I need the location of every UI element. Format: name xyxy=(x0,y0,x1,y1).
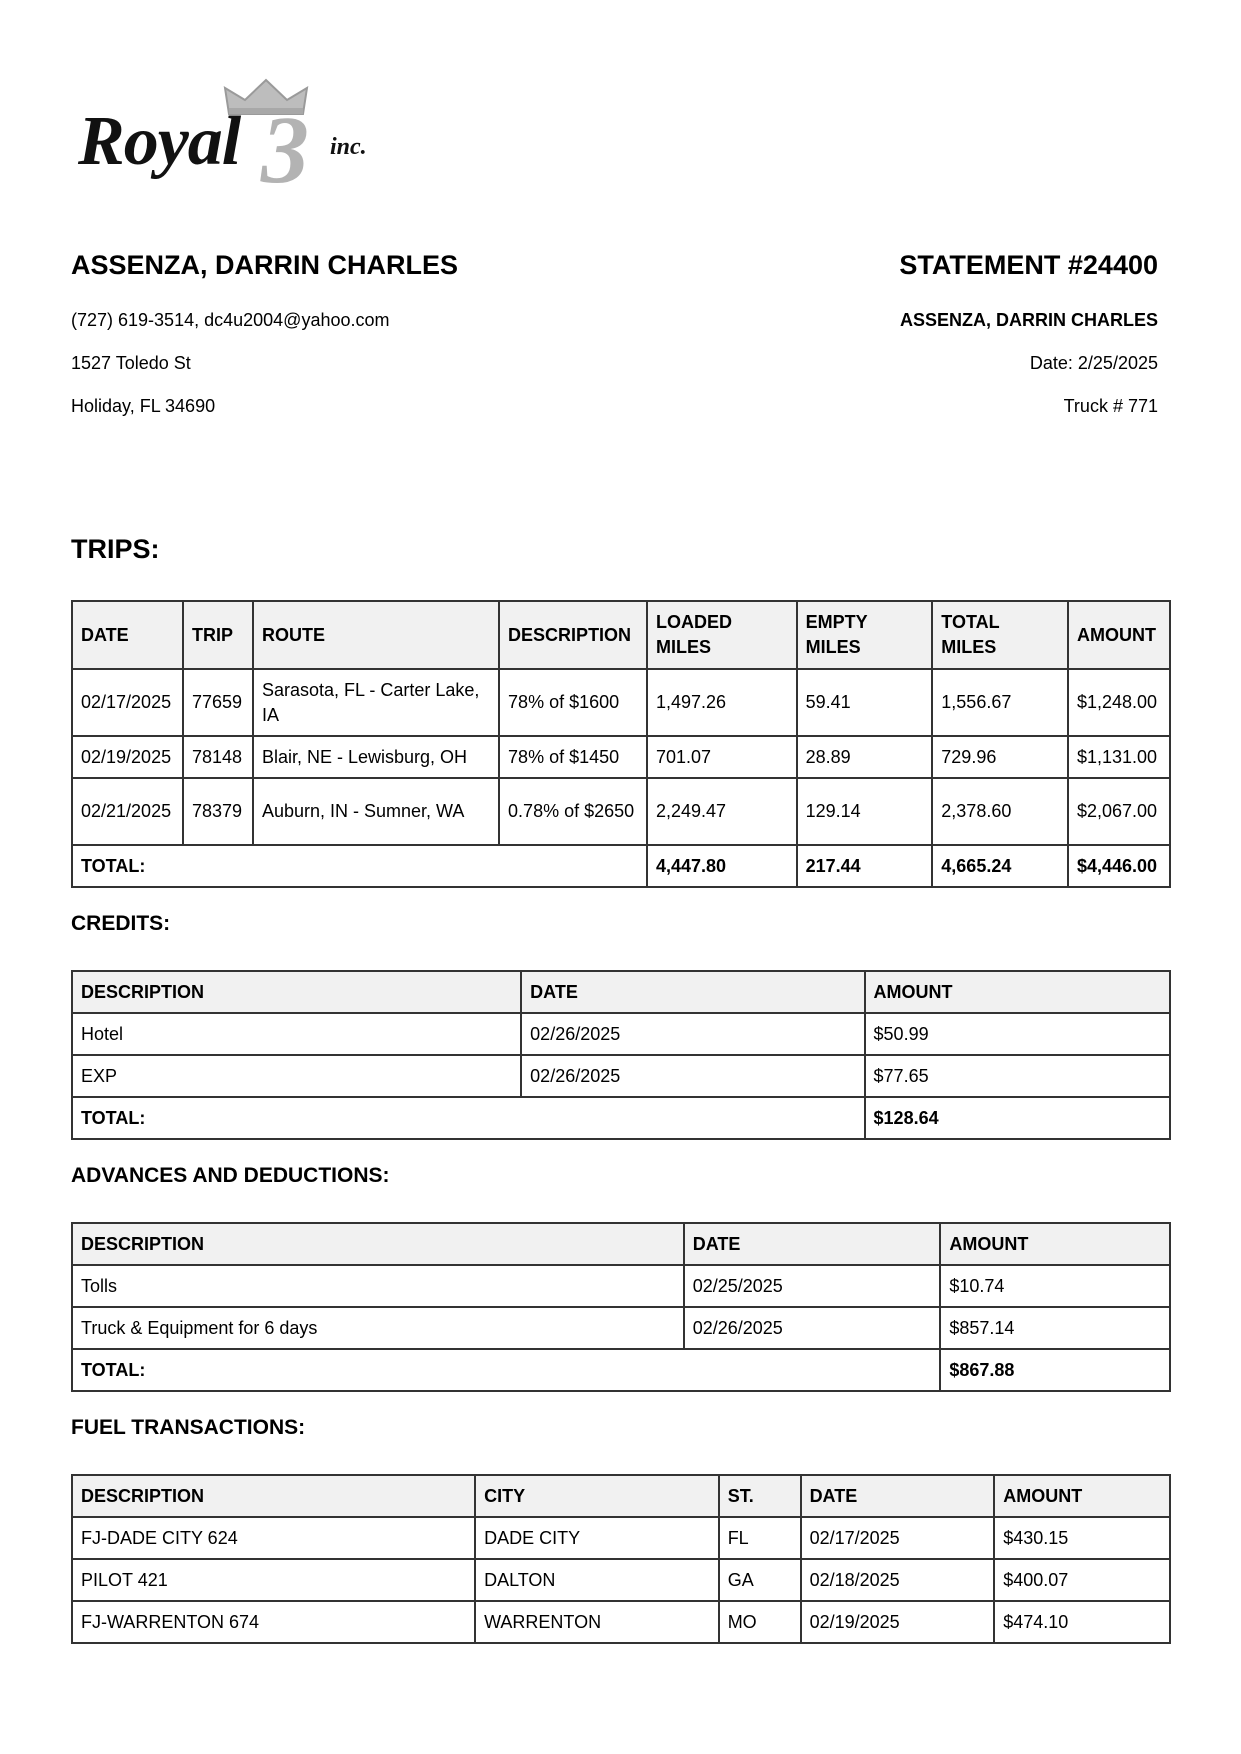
credits-header-row xyxy=(72,971,1170,1013)
cell: WARRENTON xyxy=(475,1601,719,1643)
cell: $474.10 xyxy=(994,1601,1170,1643)
table-row xyxy=(72,1517,1170,1559)
fuel-heading: FUEL TRANSACTIONS: xyxy=(71,1416,306,1439)
cell: 02/18/2025 xyxy=(801,1559,995,1601)
cell: $50.99 xyxy=(865,1013,1170,1055)
trips-table xyxy=(71,600,1171,888)
col-header: DATE xyxy=(72,601,183,669)
cell: 02/19/2025 xyxy=(72,736,183,778)
table-row xyxy=(72,736,1170,778)
cell: $10.74 xyxy=(940,1265,1170,1307)
col-header: DESCRIPTION xyxy=(72,971,521,1013)
total-row xyxy=(72,845,1170,887)
total-amount: $867.88 xyxy=(940,1349,1170,1391)
company-logo xyxy=(78,78,378,203)
col-header: DATE xyxy=(684,1223,941,1265)
statement-name: ASSENZA, DARRIN CHARLES xyxy=(899,310,1158,330)
total-empty: 217.44 xyxy=(797,845,933,887)
cell: FJ-DADE CITY 624 xyxy=(72,1517,475,1559)
cell: 02/26/2025 xyxy=(684,1307,941,1349)
logo-brand: Royal xyxy=(78,103,241,180)
cell: 0.78% of $2650 xyxy=(499,778,647,845)
cell: 701.07 xyxy=(647,736,797,778)
cell: $430.15 xyxy=(994,1517,1170,1559)
table-row xyxy=(72,1307,1170,1349)
cell: 77659 xyxy=(183,669,253,736)
cell: 729.96 xyxy=(932,736,1068,778)
table-row xyxy=(72,1265,1170,1307)
cell: 02/19/2025 xyxy=(801,1601,995,1643)
cell: Truck & Equipment for 6 days xyxy=(72,1307,684,1349)
cell: 2,249.47 xyxy=(647,778,797,845)
cell: Hotel xyxy=(72,1013,521,1055)
advances-header-row xyxy=(72,1223,1170,1265)
table-row xyxy=(72,1055,1170,1097)
col-header: TOTAL MILES xyxy=(932,601,1068,669)
col-header: AMOUNT xyxy=(994,1475,1170,1517)
col-header: TRIP xyxy=(183,601,253,669)
advances-table xyxy=(71,1222,1171,1392)
table-row xyxy=(72,1013,1170,1055)
fuel-table xyxy=(71,1474,1171,1644)
trips-header-row xyxy=(72,601,1170,669)
table-row xyxy=(72,1601,1170,1643)
cell: $1,248.00 xyxy=(1068,669,1170,736)
cell: Blair, NE - Lewisburg, OH xyxy=(253,736,499,778)
cell: 1,556.67 xyxy=(932,669,1068,736)
cell: FL xyxy=(719,1517,801,1559)
cell: Auburn, IN - Sumner, WA xyxy=(253,778,499,845)
cell: 02/21/2025 xyxy=(72,778,183,845)
col-header: DATE xyxy=(801,1475,995,1517)
col-header: DESCRIPTION xyxy=(72,1475,475,1517)
fuel-header-row xyxy=(72,1475,1170,1517)
cell: Sarasota, FL - Carter Lake, IA xyxy=(253,669,499,736)
cell: 78148 xyxy=(183,736,253,778)
cell: 78% of $1600 xyxy=(499,669,647,736)
col-header: AMOUNT xyxy=(865,971,1170,1013)
total-amount: $4,446.00 xyxy=(1068,845,1170,887)
logo-suffix: inc. xyxy=(330,134,367,160)
statement-title: STATEMENT #24400 xyxy=(899,250,1158,280)
cell: DALTON xyxy=(475,1559,719,1601)
cell: 1,497.26 xyxy=(647,669,797,736)
cell: 02/26/2025 xyxy=(521,1013,864,1055)
col-header: AMOUNT xyxy=(1068,601,1170,669)
cell: 59.41 xyxy=(797,669,933,736)
cell: $77.65 xyxy=(865,1055,1170,1097)
total-amount: $128.64 xyxy=(865,1097,1170,1139)
cell: $857.14 xyxy=(940,1307,1170,1349)
logo-number: 3 xyxy=(261,96,309,203)
statement-date: Date: 2/25/2025 xyxy=(1029,353,1158,373)
cell: 02/17/2025 xyxy=(72,669,183,736)
cell: 02/25/2025 xyxy=(684,1265,941,1307)
total-row xyxy=(72,1349,1170,1391)
col-header: ST. xyxy=(719,1475,801,1517)
table-row xyxy=(72,778,1170,845)
driver-city: Holiday, FL 34690 xyxy=(71,396,216,416)
col-header: DATE xyxy=(521,971,864,1013)
cell: EXP xyxy=(72,1055,521,1097)
cell: 02/17/2025 xyxy=(801,1517,995,1559)
col-header: DESCRIPTION xyxy=(499,601,647,669)
cell: FJ-WARRENTON 674 xyxy=(72,1601,475,1643)
col-header: AMOUNT xyxy=(940,1223,1170,1265)
col-header: EMPTY MILES xyxy=(797,601,933,669)
cell: DADE CITY xyxy=(475,1517,719,1559)
col-header: ROUTE xyxy=(253,601,499,669)
total-label: TOTAL: xyxy=(72,1097,865,1139)
total-label: TOTAL: xyxy=(72,845,647,887)
driver-contact: (727) 619-3514, dc4u2004@yahoo.com xyxy=(71,310,390,330)
col-header: CITY xyxy=(475,1475,719,1517)
total-loaded: 4,447.80 xyxy=(647,845,797,887)
cell: PILOT 421 xyxy=(72,1559,475,1601)
cell: 129.14 xyxy=(797,778,933,845)
table-row xyxy=(72,669,1170,736)
driver-name: ASSENZA, DARRIN CHARLES xyxy=(71,250,459,280)
cell: 28.89 xyxy=(797,736,933,778)
credits-heading: CREDITS: xyxy=(71,912,171,935)
total-miles: 4,665.24 xyxy=(932,845,1068,887)
credits-table xyxy=(71,970,1171,1140)
col-header: LOADED MILES xyxy=(647,601,797,669)
cell: MO xyxy=(719,1601,801,1643)
driver-street: 1527 Toledo St xyxy=(71,353,191,373)
cell: 02/26/2025 xyxy=(521,1055,864,1097)
statement-truck: Truck # 771 xyxy=(1063,396,1158,416)
col-header: DESCRIPTION xyxy=(72,1223,684,1265)
total-row xyxy=(72,1097,1170,1139)
cell: Tolls xyxy=(72,1265,684,1307)
cell: GA xyxy=(719,1559,801,1601)
advances-heading: ADVANCES AND DEDUCTIONS: xyxy=(71,1164,390,1187)
cell: 78379 xyxy=(183,778,253,845)
cell: $2,067.00 xyxy=(1068,778,1170,845)
trips-heading: TRIPS: xyxy=(71,534,160,564)
cell: $1,131.00 xyxy=(1068,736,1170,778)
table-row xyxy=(72,1559,1170,1601)
cell: $400.07 xyxy=(994,1559,1170,1601)
cell: 78% of $1450 xyxy=(499,736,647,778)
cell: 2,378.60 xyxy=(932,778,1068,845)
total-label: TOTAL: xyxy=(72,1349,940,1391)
